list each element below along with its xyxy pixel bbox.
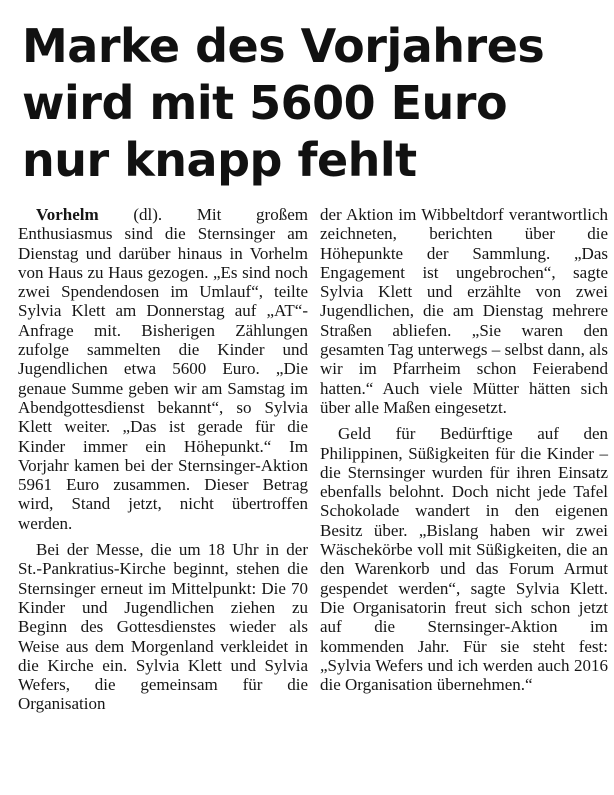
text-column-right (320, 205, 608, 694)
body-paragraph-4: Geld für Bedürftige auf den Philippinen, Süßigkeiten für die Kinder – die Sternsinger wurden für ihren Einsatz ebenfalls belohnt. Doch nicht jede Tafel Schokolade wandert in den eigenen Besitz über. „Bislang haben wir zwei Wäschekörbe voll mit Süßigkeiten, die an den Warenkorb und das Forum Armut gespendet werden“, sagte Sylvia Klett. Die Organisatorin freut sich schon jetzt auf die Sternsinger-Aktion im kommenden Jahr. Für sie steht fest: „Sylvia Wefers und ich werden auch 2016 die Organisation übernehmen.“ (320, 424, 608, 695)
headline-line-1: Marke des Vorjahres (22, 19, 545, 73)
body-paragraph-1 (18, 205, 308, 533)
dateline: Vorhelm (36, 205, 99, 224)
headline (22, 18, 602, 189)
headline-line-2: wird mit 5600 Euro (22, 76, 508, 130)
headline-line-3: nur knapp fehlt (22, 133, 417, 187)
body-paragraph-1-text: (dl). Mit großem Enthusiasmus sind die Sternsinger am Dienstag und darüber hinaus in Vorhelm von Haus zu Haus gezogen. „Es sind noch zwei Spendendosen im Umlauf“, teilte Sylvia Klett am Donnerstag auf „AT“-Anfrage mit. Bisherigen Zählungen zufolge sammelten die Kinder und Jugendlichen etwa 5600 Euro. „Die genaue Summe geben wir am Samstag im Abendgottesdienst bekannt“, so Sylvia Klett weiter. „Das ist gerade für die Kinder immer ein Höhepunkt.“ Im Vorjahr kamen bei der Sternsinger-Aktion 5961 Euro zusammen. Dieser Betrag wird, Stand jetzt, nicht übertroffen werden. (18, 205, 308, 533)
body-paragraph-3: der Aktion im Wibbeltdorf verantwortlich zeichneten, berichten über die Höhepunkte der Sammlung. „Das Engagement ist ungebrochen“, sagte Sylvia Klett und erzählte von zwei Jugendlichen, die am Dienstag mehrere Straßen abliefen. „Sie waren den gesamten Tag unterwegs – selbst dann, als wir im Pfarrheim schon Feierabend hatten.“ Auch viele Mütter hätten sich über alle Maßen eingesetzt. (320, 205, 608, 417)
body-paragraph-2: Bei der Messe, die um 18 Uhr in der St.-Pankratius-Kirche beginnt, stehen die Sternsinger erneut im Mittelpunkt: Die 70 Kinder und Jugendlichen ziehen zu Beginn des Gottesdienstes wieder als Weise aus dem Morgenland verkleidet in die Kirche ein. Sylvia Klett und Sylvia Wefers, die gemeinsam für die Organisation (18, 540, 308, 714)
text-column-left (18, 205, 308, 714)
